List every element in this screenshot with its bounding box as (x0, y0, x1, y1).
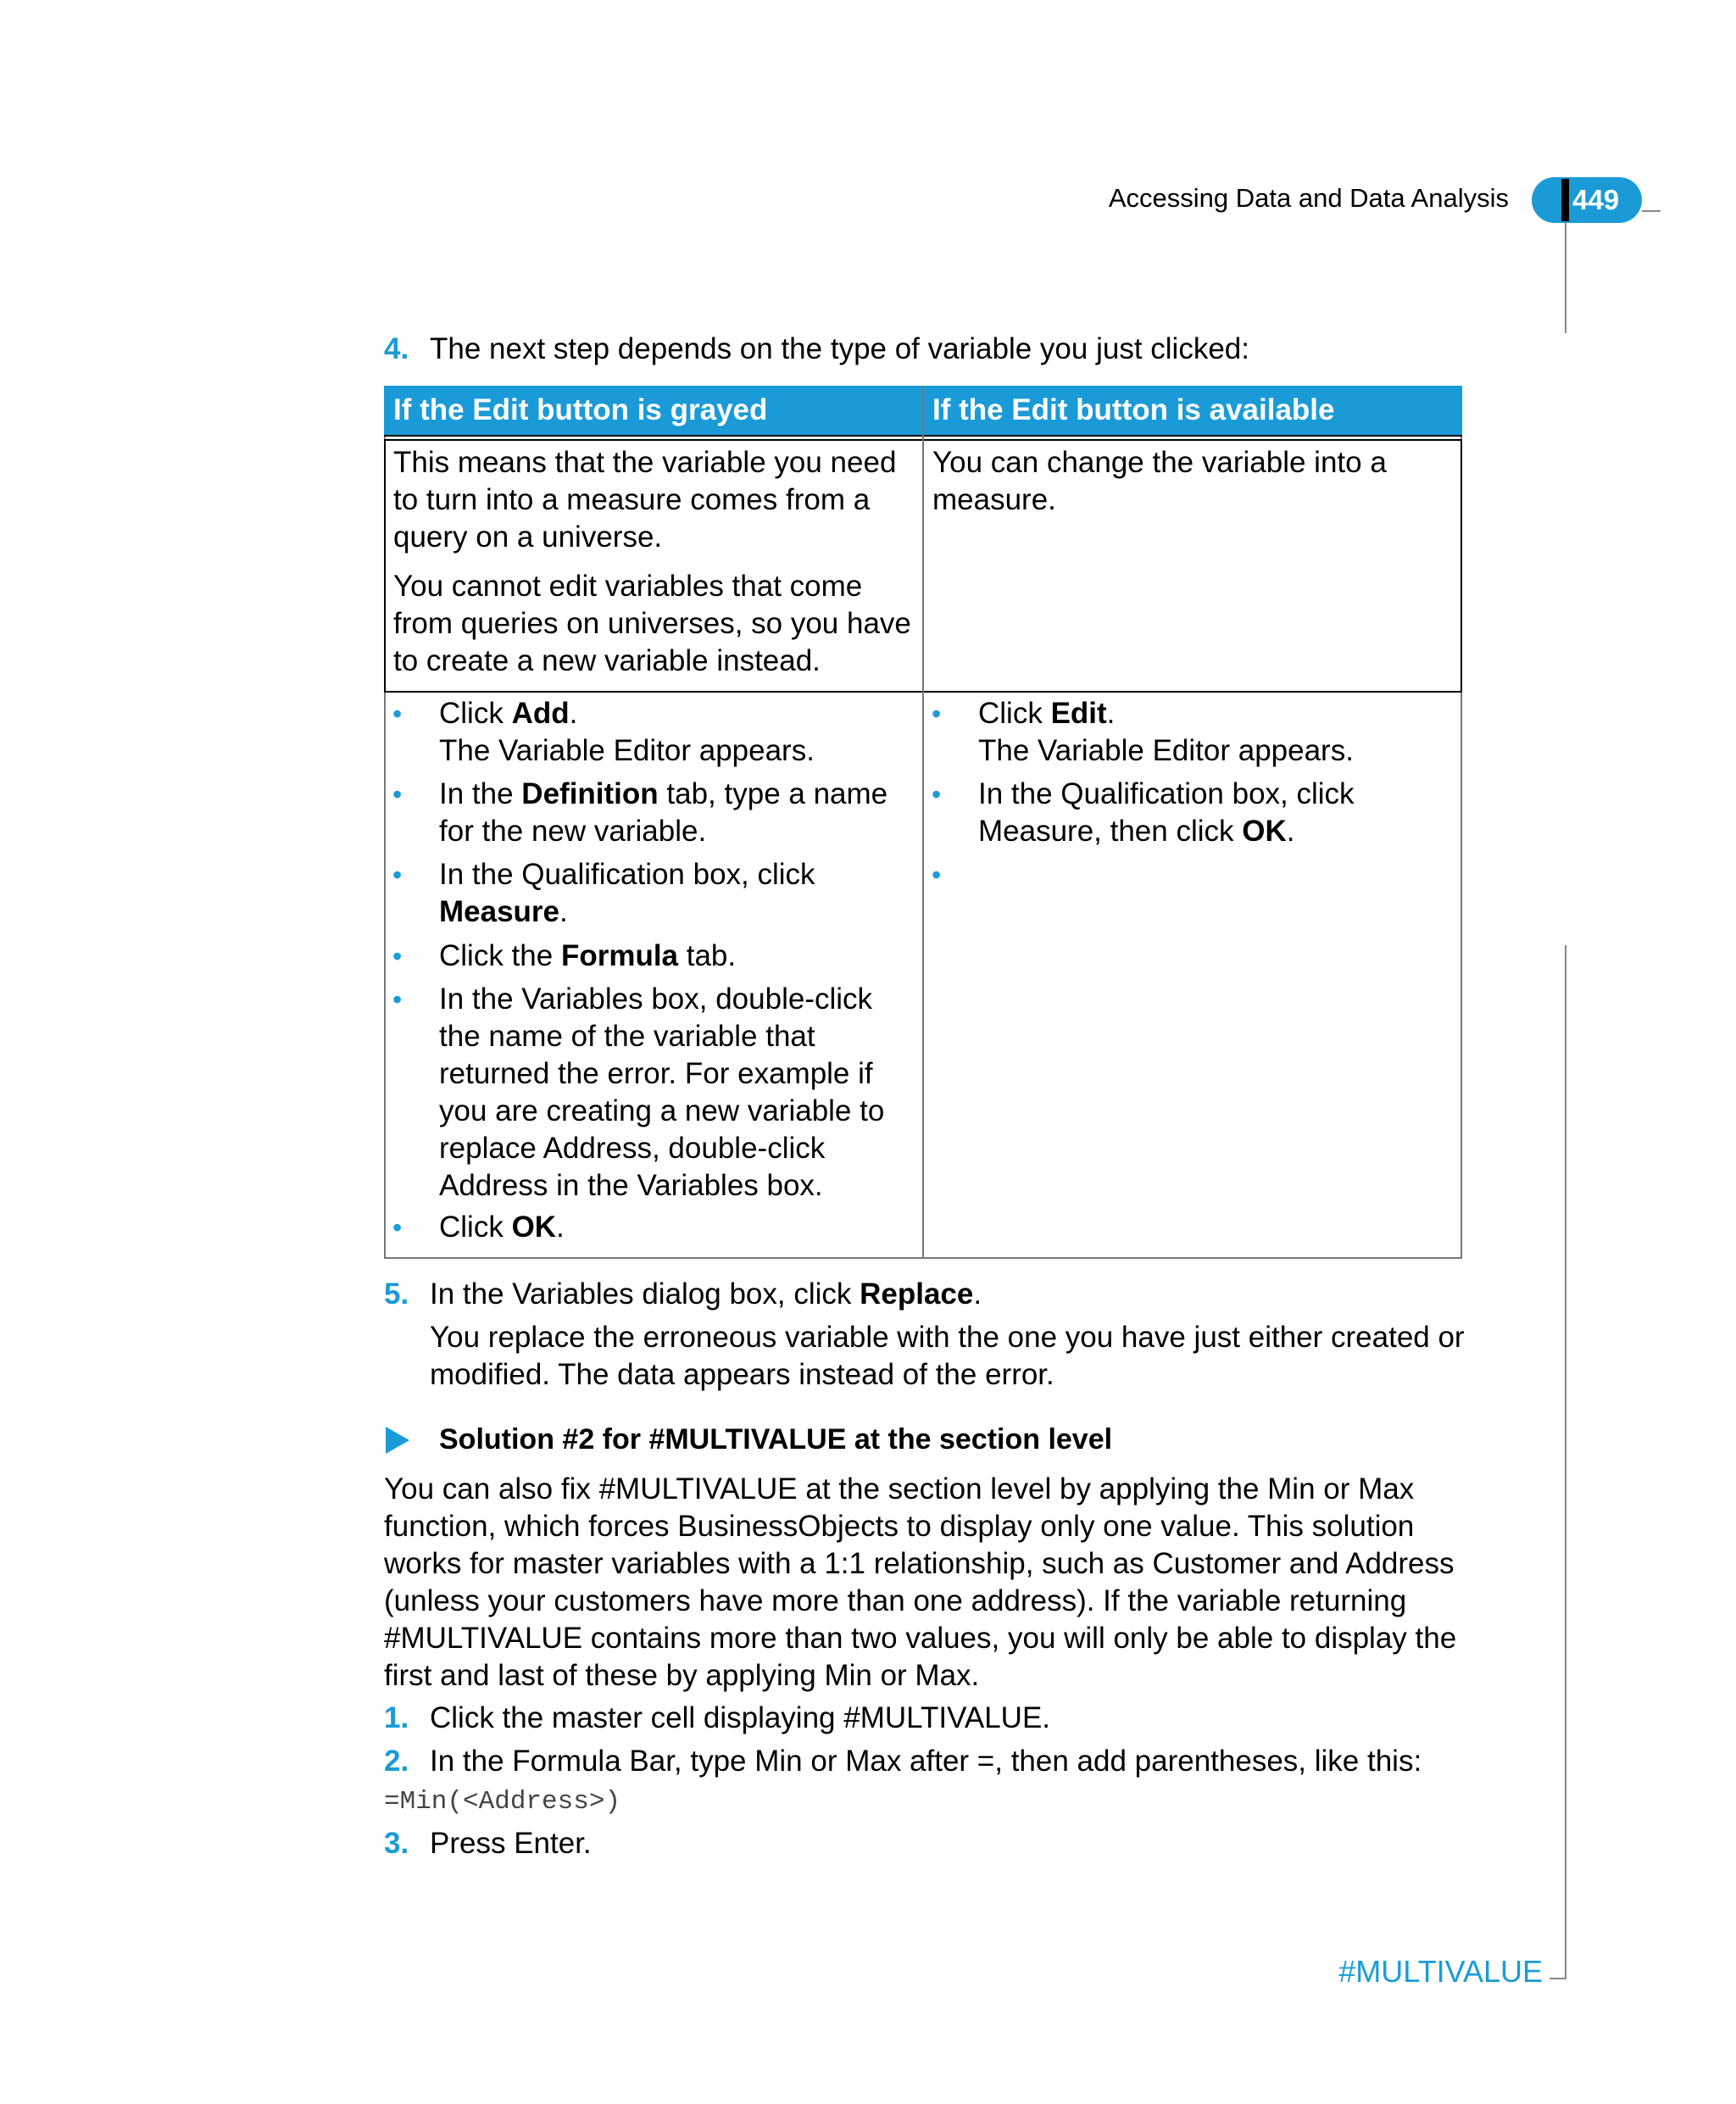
row2-left-item-3: In the Qualification box, click Measure. (439, 858, 815, 928)
margin-rule-bottom (1565, 945, 1566, 1979)
footer-rule (1550, 1978, 1566, 1979)
row1-right-paragraph: You can change the variable into a measure. (932, 446, 1387, 516)
step-4-text: The next step depends on the type of variable you just clicked: (430, 332, 1249, 365)
page-number: 449 (1572, 184, 1620, 215)
triangle-bullet-icon (386, 1427, 409, 1454)
step-3-number: 3. (384, 1827, 409, 1860)
bullet: • (392, 699, 403, 729)
row1-left-paragraph-2: You cannot edit variables that come from queries on universes, so you have to create a new variable instead. (393, 570, 911, 677)
row2-right-item-2: In the Qualification box, click Measure, then click OK. (978, 777, 1355, 848)
row2-left-item-6: Click OK. (439, 1211, 565, 1244)
header-rule (1642, 210, 1661, 212)
bullet: • (392, 984, 403, 1015)
bullet: • (932, 860, 942, 890)
step-1-number: 1. (384, 1701, 409, 1734)
table-header-grayed: If the Edit button is grayed (393, 393, 768, 426)
step-1-text: Click the master cell displaying #MULTIVALUE. (430, 1701, 1051, 1734)
solution-heading: Solution #2 for #MULTIVALUE at the section level (439, 1423, 1113, 1456)
table-header-available: If the Edit button is available (932, 393, 1335, 426)
bullet: • (392, 860, 403, 890)
row1-left-paragraph-1: This means that the variable you need to turn into a measure comes from a query on a universe. (393, 446, 897, 554)
row2-left-item-1: Click Add. The Variable Editor appears. (439, 697, 815, 767)
code-example: =Min(<Address>) (384, 1787, 621, 1817)
table-column-divider (922, 386, 924, 1259)
step-4-number: 4. (384, 332, 409, 365)
row2-left-item-5: In the Variables box, double-click the name of the variable that returned the error. For example if you are creating a new variable to replace Address, double-click Address in the Variables box. (439, 982, 885, 1202)
row2-left-item-4: Click the Formula tab. (439, 939, 737, 972)
row2-right-item-1: Click Edit. The Variable Editor appears. (978, 697, 1354, 767)
margin-rule-top (1565, 223, 1566, 333)
step-5-number: 5. (384, 1277, 409, 1311)
running-title: Accessing Data and Data Analysis (1108, 183, 1509, 213)
step-2-text: In the Formula Bar, type Min or Max after =, then add parentheses, like this: (430, 1745, 1422, 1778)
bullet: • (392, 1212, 403, 1243)
bullet: • (932, 699, 942, 729)
step-2-number: 2. (384, 1745, 409, 1778)
bullet: • (392, 941, 403, 971)
step-3-text: Press Enter. (430, 1827, 592, 1860)
page-tab-marker (1561, 179, 1569, 221)
bullet: • (392, 779, 403, 810)
step-5-note: You replace the erroneous variable with the one you have just either created or modified. The data appears instead of the error. (430, 1321, 1465, 1391)
row2-left-item-2: In the Definition tab, type a name for the new variable. (439, 777, 888, 848)
step-5-text: In the Variables dialog box, click Replace. (430, 1277, 982, 1311)
solution-paragraph: You can also fix #MULTIVALUE at the section level by applying the Min or Max function, which forces BusinessObjects to display only one value. This solution works for master variables with a 1:1 relationship, such as Customer and Address (unless your customers have more than one address). If the variable returning #MULTIVALUE contains more than two values, you will only be able to display the first and last of these by applying Min or Max. (384, 1472, 1457, 1692)
footer-section-label: #MULTIVALUE (1338, 1954, 1543, 1989)
bullet: • (932, 779, 942, 810)
